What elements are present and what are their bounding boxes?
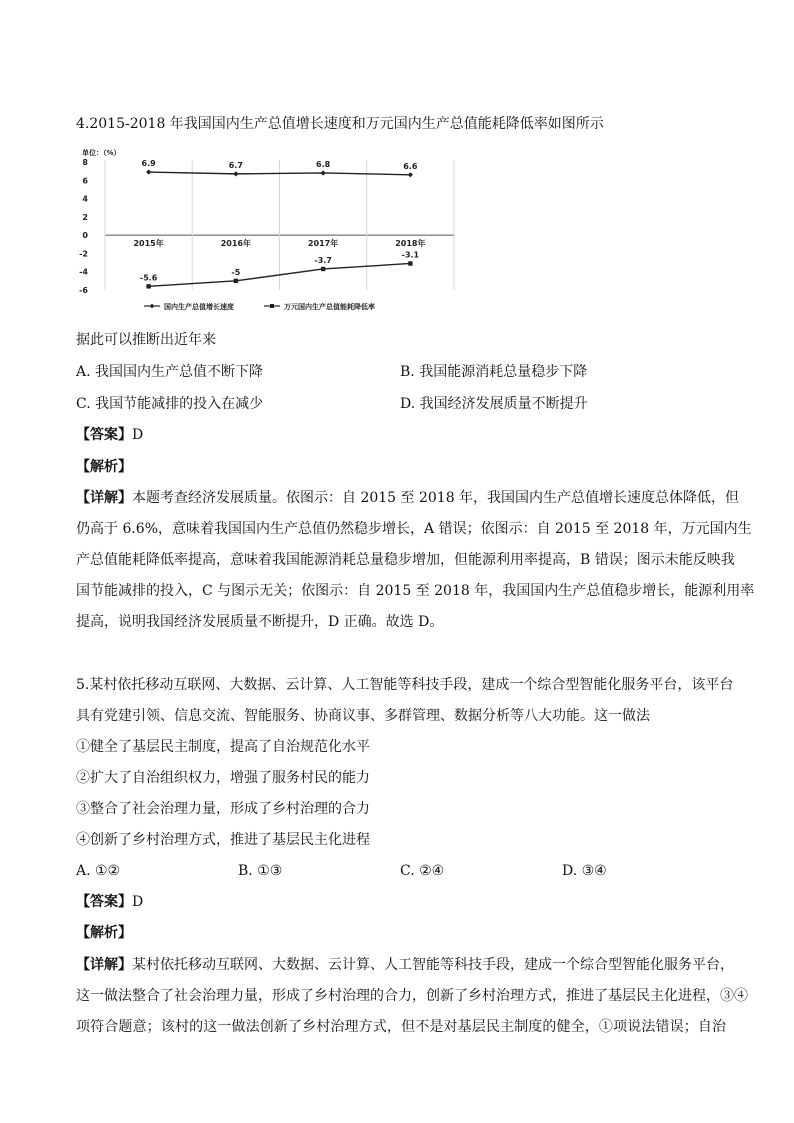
x-tick-label: 2017年 [307,239,339,249]
data-label: -5.6 [139,273,158,283]
q5-stem-line-2: 具有党建引领、信息交流、智能服务、协商议事、多群管理、数据分析等八大功能。这一做法 [76,708,650,724]
q5-analysis-tag: 【解析】 [76,925,132,941]
legend-marker-diamond [150,304,155,309]
series-point-square [234,279,238,283]
legend-label: 万元国内生产总值能耗降低率 [284,303,375,311]
q5-detail-tag: 【详解】 [76,957,132,973]
data-label: -5 [231,267,241,277]
x-tick-label: 2018年 [395,239,426,249]
series-point-diamond [321,170,326,175]
q5-statement-4: ④创新了乡村治理方式，推进了基层民主化进程 [76,832,370,848]
q5-option-a: A. ①② [76,863,121,879]
q5-statement-3: ③整合了社会治理力量，形成了乡村治理的合力 [76,801,370,817]
q5-answer-row [76,892,143,912]
series-point-square [408,261,412,265]
q5-detail-line-3: 项符合题意；该村的这一做法创新了乡村治理方式，但不是对基层民主制度的健全，①项说法错误；自治 [76,1019,726,1035]
q4-option-c: C. 我国节能减排的投入在减少 [76,396,264,412]
q4-answer-row [76,425,143,445]
q5-detail-line-2: 这一做法整合了社会治理力量，形成了乡村治理的合力，创新了乡村治理方式，推进了基层民主化进程，③④ [76,988,748,1004]
q4-option-b: B. 我国能源消耗总量稳步下降 [400,364,588,380]
y-tick-label: 0 [82,231,88,241]
data-label: 6.7 [228,160,243,170]
series-point-square [321,267,325,271]
y-tick-label: -6 [79,286,88,295]
data-label: 6.8 [316,159,331,169]
data-label: 6.6 [403,161,418,171]
data-label: -3.7 [314,255,332,265]
y-tick-label: -4 [79,267,88,277]
data-label: 6.9 [141,159,156,169]
q4-detail-tag: 【详解】 [76,490,132,506]
q4-detail-line-5: 提高，说明我国经济发展质量不断提升，D 正确。故选 D。 [76,614,444,630]
q4-detail-text: 本题考查经济发展质量。依图示：自 2015 至 2018 年，我国国内生产总值增长速度总体降低，但 [132,490,740,506]
q5-stem-line-1: 5.某村依托移动互联网、大数据、云计算、人工智能等科技手段，建成一个综合型智能化服务平台，该平台 [76,677,734,693]
q4-detail-line-1 [76,488,740,508]
q4-title: 4.2015-2018 年我国国内生产总值增长速度和万元国内生产总值能耗降低率如图所示 [76,116,604,132]
q5-detail-text: 某村依托移动互联网、大数据、云计算、人工智能等科技手段，建成一个综合型智能化服务平台， [132,957,734,973]
q4-option-d: D. 我国经济发展质量不断提升 [400,396,588,412]
q4-detail-line-4: 国节能减排的投入，C 与图示无关；依图示：自 2015 至 2018 年，我国国内生产总值稳步增长，能源利用率 [76,583,755,599]
x-tick-label: 2016年 [220,239,252,249]
q4-detail-line-3: 产总值能耗降低率提高，意味着我国能源消耗总量稳步增加，但能源利用率提高，B 错误；图示未能反映我 [76,552,735,568]
legend-marker-square [270,304,274,308]
series-point-diamond [408,172,413,177]
q5-answer: D [132,894,144,910]
q5-option-b: B. ①③ [238,863,283,879]
q4-analysis-tag: 【解析】 [76,459,132,475]
x-tick-label: 2015年 [133,239,164,249]
q5-option-d: D. ③④ [562,863,607,879]
series-point-diamond [146,169,151,174]
y-tick-label: 8 [82,158,88,167]
q4-option-a: A. 我国国内生产总值不断下降 [76,364,264,380]
q4-chart [76,142,476,317]
y-tick-label: -2 [79,249,88,259]
y-tick-label: 6 [82,176,88,186]
q4-lead: 据此可以推断出近年来 [76,332,216,348]
data-label: -3.1 [401,250,420,260]
series-point-diamond [233,171,238,176]
q5-answer-tag: 【答案】 [76,894,132,910]
y-tick-label: 4 [82,194,88,204]
legend-label: 国内生产总值增长速度 [164,303,234,311]
chart-unit-label: 单位：（%） [82,149,121,157]
q4-answer-tag: 【答案】 [76,427,132,443]
q4-answer: D [132,427,144,443]
series-point-square [146,284,150,288]
q5-option-c: C. ②④ [400,863,445,879]
q5-statement-2: ②扩大了自治组织权力，增强了服务村民的能力 [76,770,370,786]
y-tick-label: 2 [82,212,88,222]
q4-detail-line-2: 仍高于 6.6%，意味着我国国内生产总值仍然稳步增长，A 错误；依图示：自 2015 至 2018 年，万元国内生 [76,521,752,537]
q5-statement-1: ①健全了基层民主制度，提高了自治规范化水平 [76,739,370,755]
q5-detail-line-1 [76,955,734,975]
